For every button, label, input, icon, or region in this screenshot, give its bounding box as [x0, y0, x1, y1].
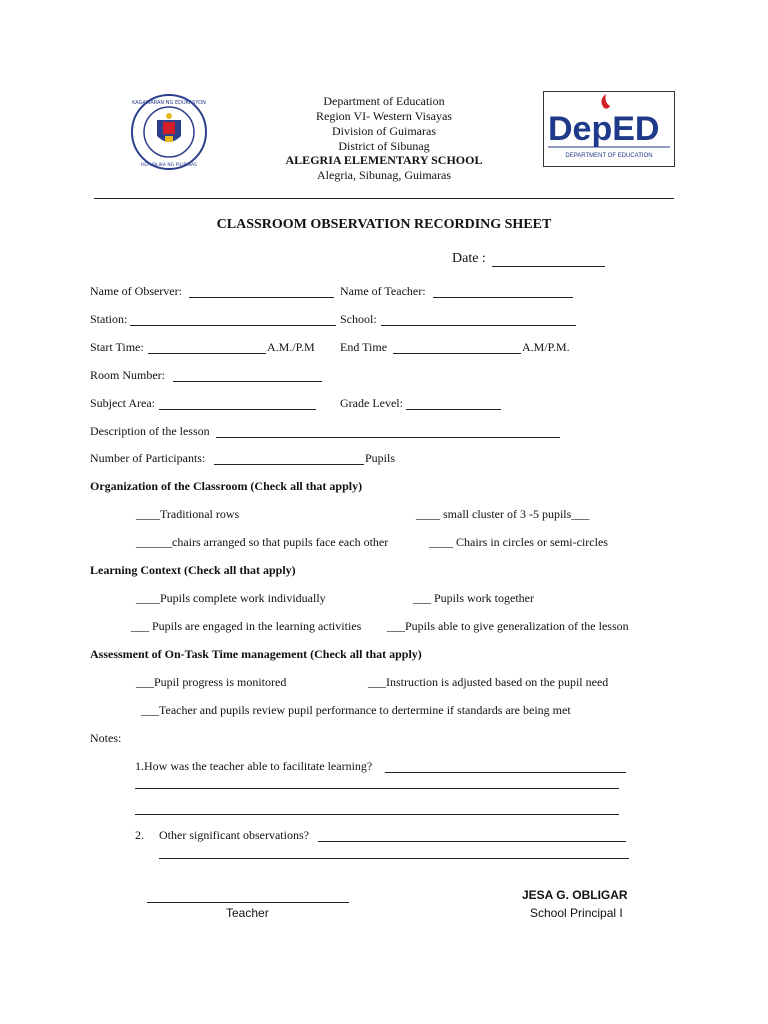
end-time-line[interactable] — [393, 353, 521, 354]
notes-question-1: 1.How was the teacher able to facilitate learning? — [135, 759, 373, 773]
seal-top-text: KAGAWARAN NG EDUKASYON — [132, 100, 206, 106]
notes-label: Notes: — [90, 731, 122, 745]
notes-q2-line-2[interactable] — [159, 858, 629, 859]
header-department: Department of Education — [323, 94, 445, 108]
org-chairs-face[interactable]: ______chairs arranged so that pupils face each other — [136, 535, 389, 549]
observer-line[interactable] — [189, 297, 334, 298]
room-label: Room Number: — [90, 368, 165, 382]
org-chairs-circles[interactable]: ____ Chairs in circles or semi-circles — [429, 535, 608, 549]
page-title: CLASSROOM OBSERVATION RECORDING SHEET — [216, 217, 552, 232]
header-school-name: ALEGRIA ELEMENTARY SCHOOL — [285, 153, 483, 167]
station-label: Station: — [90, 312, 128, 326]
header-region: Region VI- Western Visayas — [316, 109, 452, 123]
assess-review[interactable]: ___Teacher and pupils review pupil performance to dertermine if standards are being met — [141, 703, 571, 717]
header-district: District of Sibunag — [338, 139, 430, 153]
principal-title: School Principal I — [530, 906, 623, 920]
station-line[interactable] — [130, 325, 336, 326]
notes-question-2: Other significant observations? — [159, 828, 309, 842]
description-line[interactable] — [216, 437, 560, 438]
teacher-signature-label: Teacher — [226, 906, 269, 920]
description-label: Description of the lesson — [90, 424, 210, 438]
date-label: Date : — [452, 251, 486, 266]
notes-question-2-number: 2. — [135, 828, 144, 842]
teacher-name-line[interactable] — [433, 297, 573, 298]
subject-line[interactable] — [159, 409, 316, 410]
notes-q1-line-2[interactable] — [135, 788, 619, 789]
header-divider — [94, 198, 674, 199]
learn-individually[interactable]: ____Pupils complete work individually — [136, 591, 326, 605]
deped-brand-text: DepED — [548, 110, 660, 148]
observer-label: Name of Observer: — [90, 284, 182, 298]
subject-label: Subject Area: — [90, 396, 155, 410]
grade-label: Grade Level: — [340, 396, 403, 410]
header-division: Division of Guimaras — [332, 124, 436, 138]
assess-instruction[interactable]: ___Instruction is adjusted based on the pupil need — [368, 675, 609, 689]
start-time-label: Start Time: — [90, 340, 144, 354]
notes-q1-line-3[interactable] — [135, 814, 619, 815]
participants-label: Number of Participants: — [90, 451, 206, 465]
end-ampm: A.M/P.M. — [522, 340, 570, 354]
notes-q1-line-1[interactable] — [385, 772, 626, 773]
assess-progress[interactable]: ___Pupil progress is monitored — [136, 675, 287, 689]
start-ampm: A.M./P.M — [267, 340, 315, 354]
school-label: School: — [340, 312, 377, 326]
header-address: Alegria, Sibunag, Guimaras — [317, 168, 451, 182]
teacher-signature-line[interactable] — [147, 902, 349, 903]
deped-sub-text: DEPARTMENT OF EDUCATION — [565, 153, 653, 159]
start-time-line[interactable] — [148, 353, 266, 354]
seal-bottom-text: REPUBLIKA NG PILIPINAS — [141, 163, 197, 168]
org-traditional-rows[interactable]: ____Traditional rows — [136, 507, 240, 521]
end-time-label: End Time — [340, 340, 388, 354]
organization-heading: Organization of the Classroom (Check all that apply) — [90, 479, 363, 493]
org-small-cluster[interactable]: ____ small cluster of 3 -5 pupils___ — [416, 507, 590, 521]
learning-heading: Learning Context (Check all that apply) — [90, 563, 296, 577]
teacher-name-label: Name of Teacher: — [340, 284, 426, 298]
principal-name: JESA G. OBLIGAR — [522, 888, 628, 902]
learn-together[interactable]: ___ Pupils work together — [413, 591, 534, 605]
grade-line[interactable] — [406, 409, 501, 410]
room-line[interactable] — [173, 381, 322, 382]
participants-line[interactable] — [214, 464, 364, 465]
learn-generalization[interactable]: ___Pupils able to give generalization of the lesson — [387, 619, 629, 633]
learn-engaged[interactable]: ___ Pupils are engaged in the learning activities — [131, 619, 362, 633]
notes-q2-line-1[interactable] — [318, 841, 626, 842]
assessment-heading: Assessment of On-Task Time management (Check all that apply) — [90, 647, 422, 661]
school-line[interactable] — [381, 325, 576, 326]
pupils-label: Pupils — [365, 451, 396, 465]
date-line[interactable] — [492, 266, 605, 267]
